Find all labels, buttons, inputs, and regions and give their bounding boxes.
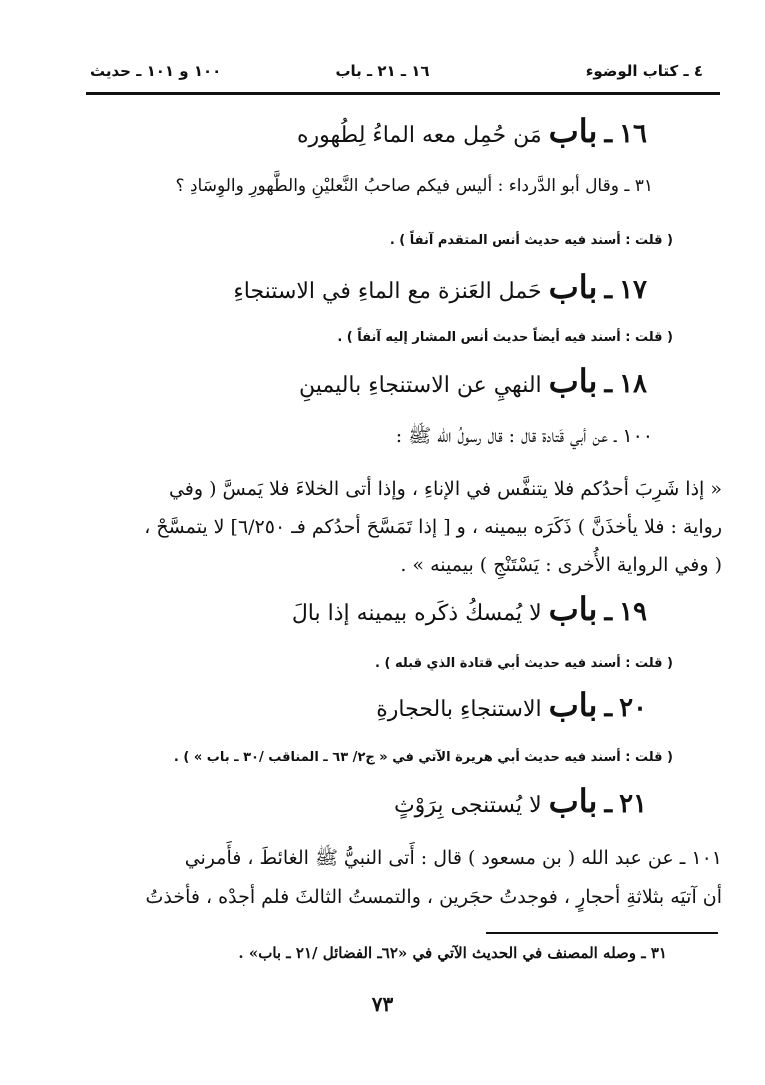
chapter-number: ١٩	[619, 597, 647, 627]
chapter-dash: ـ	[604, 275, 613, 305]
chapter-title: لا يُستنجى بِرَوْثٍ	[393, 793, 542, 818]
chapter-bab: باب	[548, 362, 598, 400]
chapter-number: ١٨	[619, 369, 647, 399]
chapter-bab: باب	[548, 782, 598, 820]
athar-31-line: ٣١ ـ وقال أبو الدَّرداء : أليس فيكم صاحبُ النَّعليْنِ والطَّهورِ والوِسَادِ ؟	[175, 176, 653, 196]
note-chapter-16: ( قلت : أسند فيه حديث أنس المتقدم آنفاً ) .	[389, 233, 673, 248]
chapter-heading-16	[297, 112, 647, 150]
chapter-dash: ـ	[604, 369, 613, 399]
chapter-number: ٢٠	[619, 693, 647, 723]
chapter-heading-20	[376, 686, 647, 724]
chapter-title: لا يُمسكُ ذكَره بيمينه إذا بالَ	[291, 601, 542, 626]
chapter-heading-21	[394, 782, 647, 820]
hadith-100-intro: ١٠٠ ـ عن أبي قَتادة قال : قال رسولُ الله ﷺ :	[395, 425, 653, 447]
hadith-101-line-1: ١٠١ ـ عن عبد الله ( بن مسعود ) قال : أَتى النبيُّ ﷺ الغائطَ ، فأَمرني	[184, 847, 722, 869]
chapter-number: ١٧	[619, 275, 647, 305]
hadith-101-line-2: أن آتيَه بثلاثةِ أحجارٍ ، فوجدتُ حجَرين ، والتمستُ الثالثَ فلم أجدْه ، فأخذتُ	[145, 886, 722, 908]
chapter-bab: باب	[548, 590, 598, 628]
footnote-rule	[486, 932, 718, 934]
chapter-heading-17	[233, 268, 647, 306]
chapter-heading-18	[299, 362, 647, 400]
footnote-31: ٣١ ـ وصله المصنف في الحديث الآتي في «٦٢ـ الفضائل /٢١ ـ باب» .	[238, 944, 667, 962]
page-number: ٧٣	[371, 992, 394, 1016]
chapter-title: حَمل العَنزة مع الماءِ في الاستنجاءِ	[233, 279, 542, 304]
chapter-title: مَن حُمِل معه الماءُ لِطُهوره	[296, 123, 542, 148]
chapter-bab: باب	[548, 112, 598, 150]
header-book-title: ٤ ـ كتاب الوضوء	[585, 62, 703, 80]
note-chapter-20: ( قلت : أسند فيه حديث أبي هريرة الآتي في « ج٢/ ٦٣ ـ المناقب /٣٠ ـ باب » ) .	[173, 750, 673, 765]
chapter-bab: باب	[548, 268, 598, 306]
note-chapter-19: ( قلت : أسند فيه حديث أبي قتادة الذي قبله ) .	[375, 656, 673, 671]
chapter-number: ٢١	[619, 789, 647, 819]
note-chapter-17: ( قلت : أسند فيه أيضاً حديث أنس المشار إليه آنفاً ) .	[337, 330, 673, 345]
chapter-dash: ـ	[604, 119, 613, 149]
chapter-number: ١٦	[619, 119, 647, 149]
chapter-heading-19	[292, 590, 647, 628]
hadith-100-line-1: « إذا شَرِبَ أحدُكم فلا يتنفَّس في الإناءِ ، وإذا أتى الخلاءَ فلا يَمسَّ ( وفي	[168, 478, 722, 500]
hadith-100-line-3: ( وفي الرواية الأُخرى : يَسْتَنْجِ ) بيمينه » .	[400, 554, 722, 576]
chapter-title: الاستنجاءِ بالحجارةِ	[376, 697, 542, 722]
header-chapter-range: ١٦ ـ ٢١ ـ باب	[335, 62, 430, 80]
header-hadith-range: ١٠٠ و ١٠١ ـ حديث	[90, 62, 222, 80]
chapter-dash: ـ	[604, 789, 613, 819]
chapter-title: النهيِ عن الاستنجاءِ باليمينِ	[298, 373, 542, 398]
header-rule	[86, 92, 720, 95]
chapter-bab: باب	[548, 686, 598, 724]
chapter-dash: ـ	[604, 693, 613, 723]
chapter-dash: ـ	[604, 597, 613, 627]
hadith-100-line-2: رواية : فلا يأخذَنَّ ) ذَكَرَه بيمينه ، و [ إذا تَمَسَّحَ أحدُكم فـ ٦/٢٥٠] لا يتمسَّحْ ،	[144, 516, 722, 538]
